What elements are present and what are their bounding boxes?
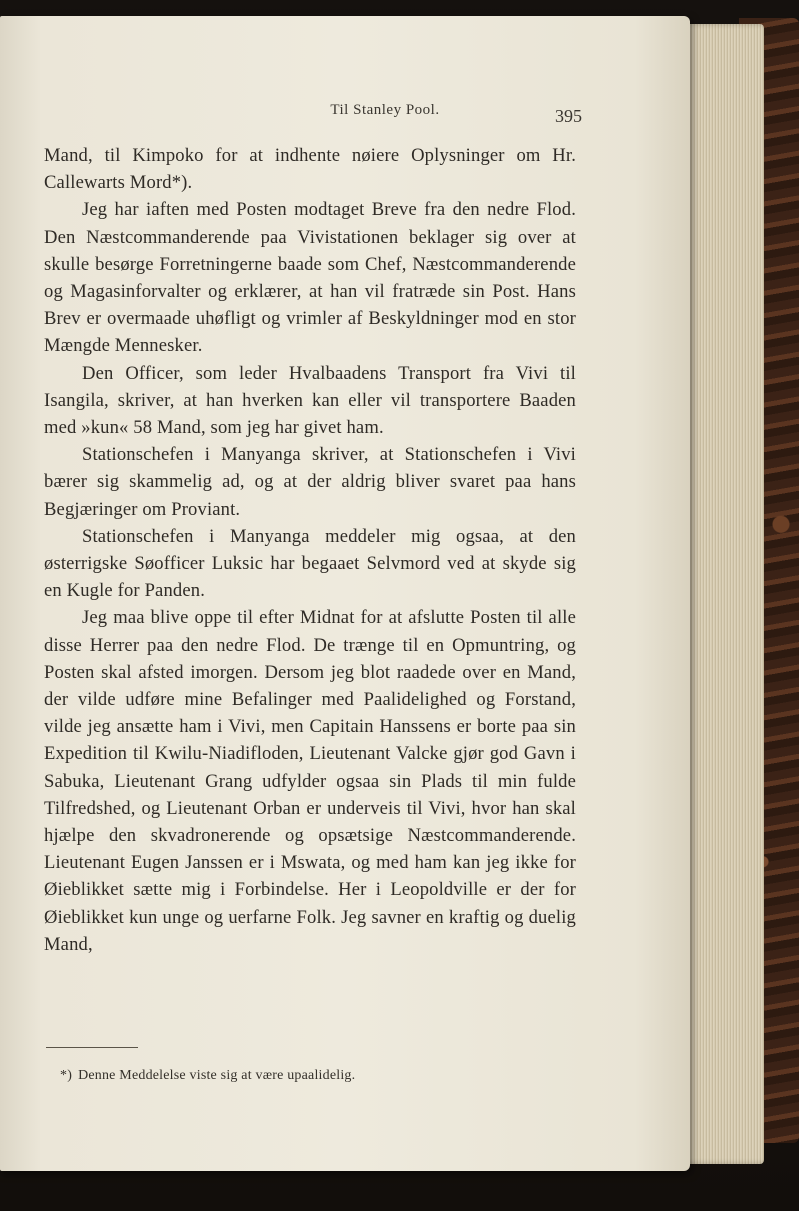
paragraph: Stationschefen i Manyanga meddeler mig ogsaa, at den østerrigske Søofficer Luksic har begaaet Selvmord ved at skyde sig en Kugle for Panden. — [44, 525, 576, 602]
running-head: Til Stanley Pool. — [330, 102, 440, 118]
footnote-mark: *) — [60, 1068, 73, 1083]
paragraph: Stationschefen i Manyanga skriver, at Stationschefen i Vivi bærer sig skammelig ad, og at der aldrig bliver svaret paa hans Begjæringer om Proviant. — [44, 444, 576, 520]
paragraph: Den Officer, som leder Hvalbaadens Transport fra Vivi til Isangila, skriver, at han hverken kan eller vil transportere Baaden med »kun« 58 Mand, som jeg har givet ham. — [44, 362, 576, 439]
page-edges — [678, 24, 764, 1164]
paragraph: Mand, til Kimpoko for at indhente nøiere Oplysninger om Hr. Callewarts Mord*). — [44, 145, 576, 194]
body-text — [44, 142, 576, 958]
page-number: 395 — [555, 106, 582, 126]
book-page — [0, 16, 690, 1171]
paragraph: Jeg har iaften med Posten modtaget Breve fra den nedre Flod. Den Næstcommanderende paa Vivistationen beklager sig over at skulle besørge Forretningerne baade som Chef, Næstcommanderende og Magasinforvalter og erklærer, at han vil fratræde sin Post. Hans Brev er overmaade uhøfligt og vrimler af Beskyldninger mod en stor Mængde Mennesker. — [44, 199, 576, 357]
footnote — [60, 1068, 355, 1084]
footnote-text: Denne Meddelelse viste sig at være upaalidelig. — [78, 1068, 356, 1083]
paragraph: Jeg maa blive oppe til efter Midnat for at afslutte Posten til alle disse Herrer paa den nedre Flod. De trænge til en Opmuntring, og Posten skal afsted imorgen. Dersom jeg blot raadede over en Mand, der vilde udføre mine Befalinger med Paalidelighed og Forstand, vilde jeg ansætte ham i Vivi, men Capitain Hanssens er borte paa sin Expedition til Kwilu-Niadifloden, Lieutenant Valcke gjør god Gavn i Sabuka, Lieutenant Grang udfylder ogsaa sin Plads til min fulde Tilfredshed, og Lieutenant Orban er underveis til Vivi, hvor han skal hjælpe den skvadronerende og opsætsige Næstcommanderende. Lieutenant Eugen Janssen er i Mswata, og med ham kan jeg ikke for Øieblikket sætte mig i Forbindelse. Her i Leopoldville er der for Øieblikket kun unge og uerfarne Folk. Jeg savner en kraftig og duelig Mand, — [44, 607, 576, 955]
footnote-rule — [46, 1047, 138, 1048]
